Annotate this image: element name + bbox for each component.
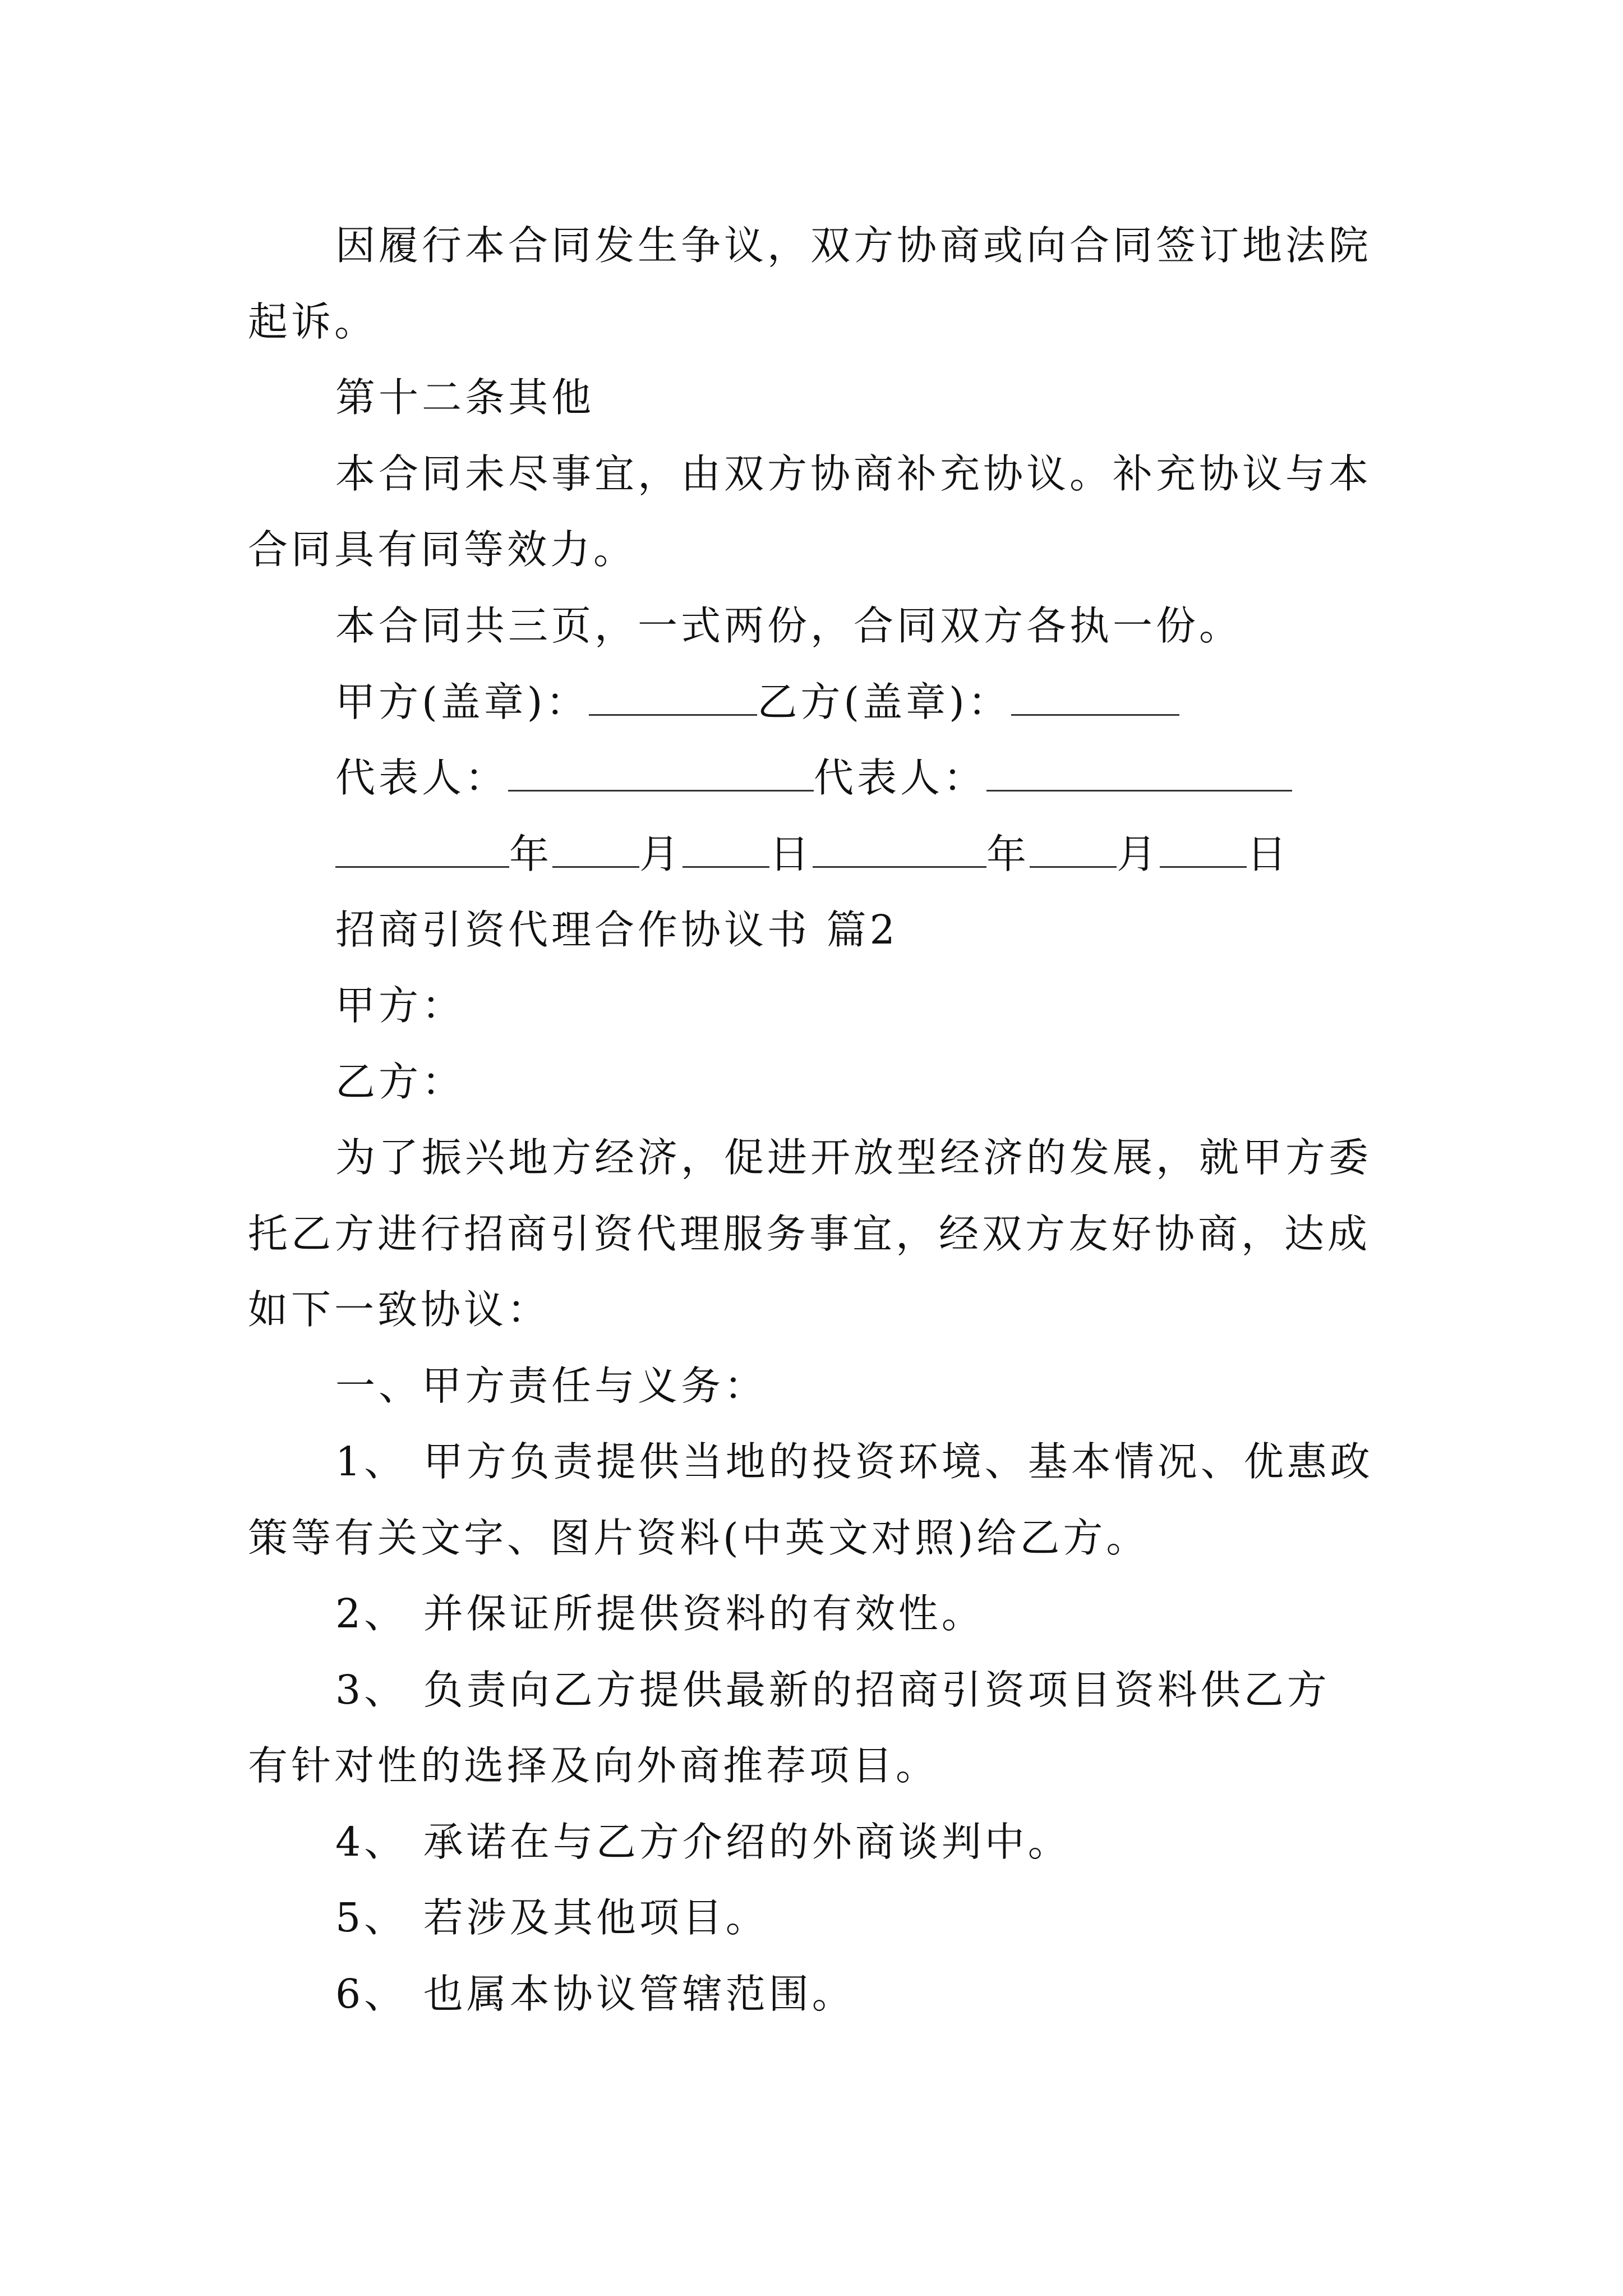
item6: 6、 也属本协议管辖范围。 xyxy=(335,1971,855,2017)
date-a-month-label: 月 xyxy=(639,831,683,877)
date-a-day-blank[interactable] xyxy=(683,826,769,868)
intro-line3: 如下一致协议： xyxy=(248,1286,551,1333)
signature-seal-row xyxy=(335,674,1179,730)
date-a-day-label: 日 xyxy=(769,831,813,877)
date-b-day-label: 日 xyxy=(1247,831,1290,877)
item1-line2: 策等有关文字、图片资料(中英文对照)给乙方。 xyxy=(248,1515,1150,1561)
item1-line1: 1、 甲方负责提供当地的投资环境、基本情况、优惠政 xyxy=(335,1438,1373,1485)
item5: 5、 若涉及其他项目。 xyxy=(335,1894,769,1941)
signature-date-row xyxy=(335,826,1290,882)
paragraph-supplement-line2: 合同具有同等效力。 xyxy=(248,526,637,573)
party-b-seal-blank[interactable] xyxy=(1011,674,1179,716)
paragraph-supplement-line1: 本合同未尽事宜，由双方协商补充协议。补充协议与本 xyxy=(335,450,1372,497)
date-b-month-label: 月 xyxy=(1117,831,1160,877)
date-a-month-blank[interactable] xyxy=(552,826,639,868)
party-a-seal-label: 甲方(盖章)： xyxy=(335,679,589,725)
party-b-line: 乙方： xyxy=(335,1059,465,1105)
article-12-heading: 第十二条其他 xyxy=(335,374,595,421)
date-b-month-blank[interactable] xyxy=(1030,826,1117,868)
representative-a-blank[interactable] xyxy=(508,749,814,792)
paragraph-copies: 本合同共三页，一式两份，合同双方各执一份。 xyxy=(335,602,1243,649)
date-b-year-blank[interactable] xyxy=(813,826,986,868)
representative-b-blank[interactable] xyxy=(986,749,1292,792)
date-a-year-blank[interactable] xyxy=(335,826,509,868)
representative-a-label: 代表人： xyxy=(335,754,509,801)
date-b-year-label: 年 xyxy=(986,831,1030,877)
intro-line2: 托乙方进行招商引资代理服务事宜，经双方友好协商，达成 xyxy=(248,1211,1371,1257)
item3-line1: 3、 负责向乙方提供最新的招商引资项目资料供乙方 xyxy=(335,1667,1330,1713)
item2: 2、 并保证所提供资料的有效性。 xyxy=(335,1590,985,1637)
item4: 4、 承诺在与乙方介绍的外商谈判中。 xyxy=(335,1819,1071,1865)
date-b-day-blank[interactable] xyxy=(1160,826,1247,868)
representative-b-label: 代表人： xyxy=(814,754,987,801)
signature-representative-row xyxy=(335,749,1292,806)
item3-line2: 有针对性的选择及向外商推荐项目。 xyxy=(248,1742,939,1789)
section1-heading: 一、甲方责任与义务： xyxy=(335,1363,768,1409)
paragraph-dispute-line1: 因履行本合同发生争议，双方协商或向合同签订地法院 xyxy=(335,222,1372,269)
intro-line1: 为了振兴地方经济，促进开放型经济的发展，就甲方委 xyxy=(335,1134,1372,1181)
section-title-2: 招商引资代理合作协议书 篇2 xyxy=(335,907,898,953)
party-b-seal-label: 乙方(盖章)： xyxy=(757,679,1011,725)
date-a-year-label: 年 xyxy=(509,831,553,877)
party-a-seal-blank[interactable] xyxy=(589,674,757,716)
paragraph-dispute-line2: 起诉。 xyxy=(248,298,378,345)
party-a-line: 甲方： xyxy=(335,982,465,1029)
